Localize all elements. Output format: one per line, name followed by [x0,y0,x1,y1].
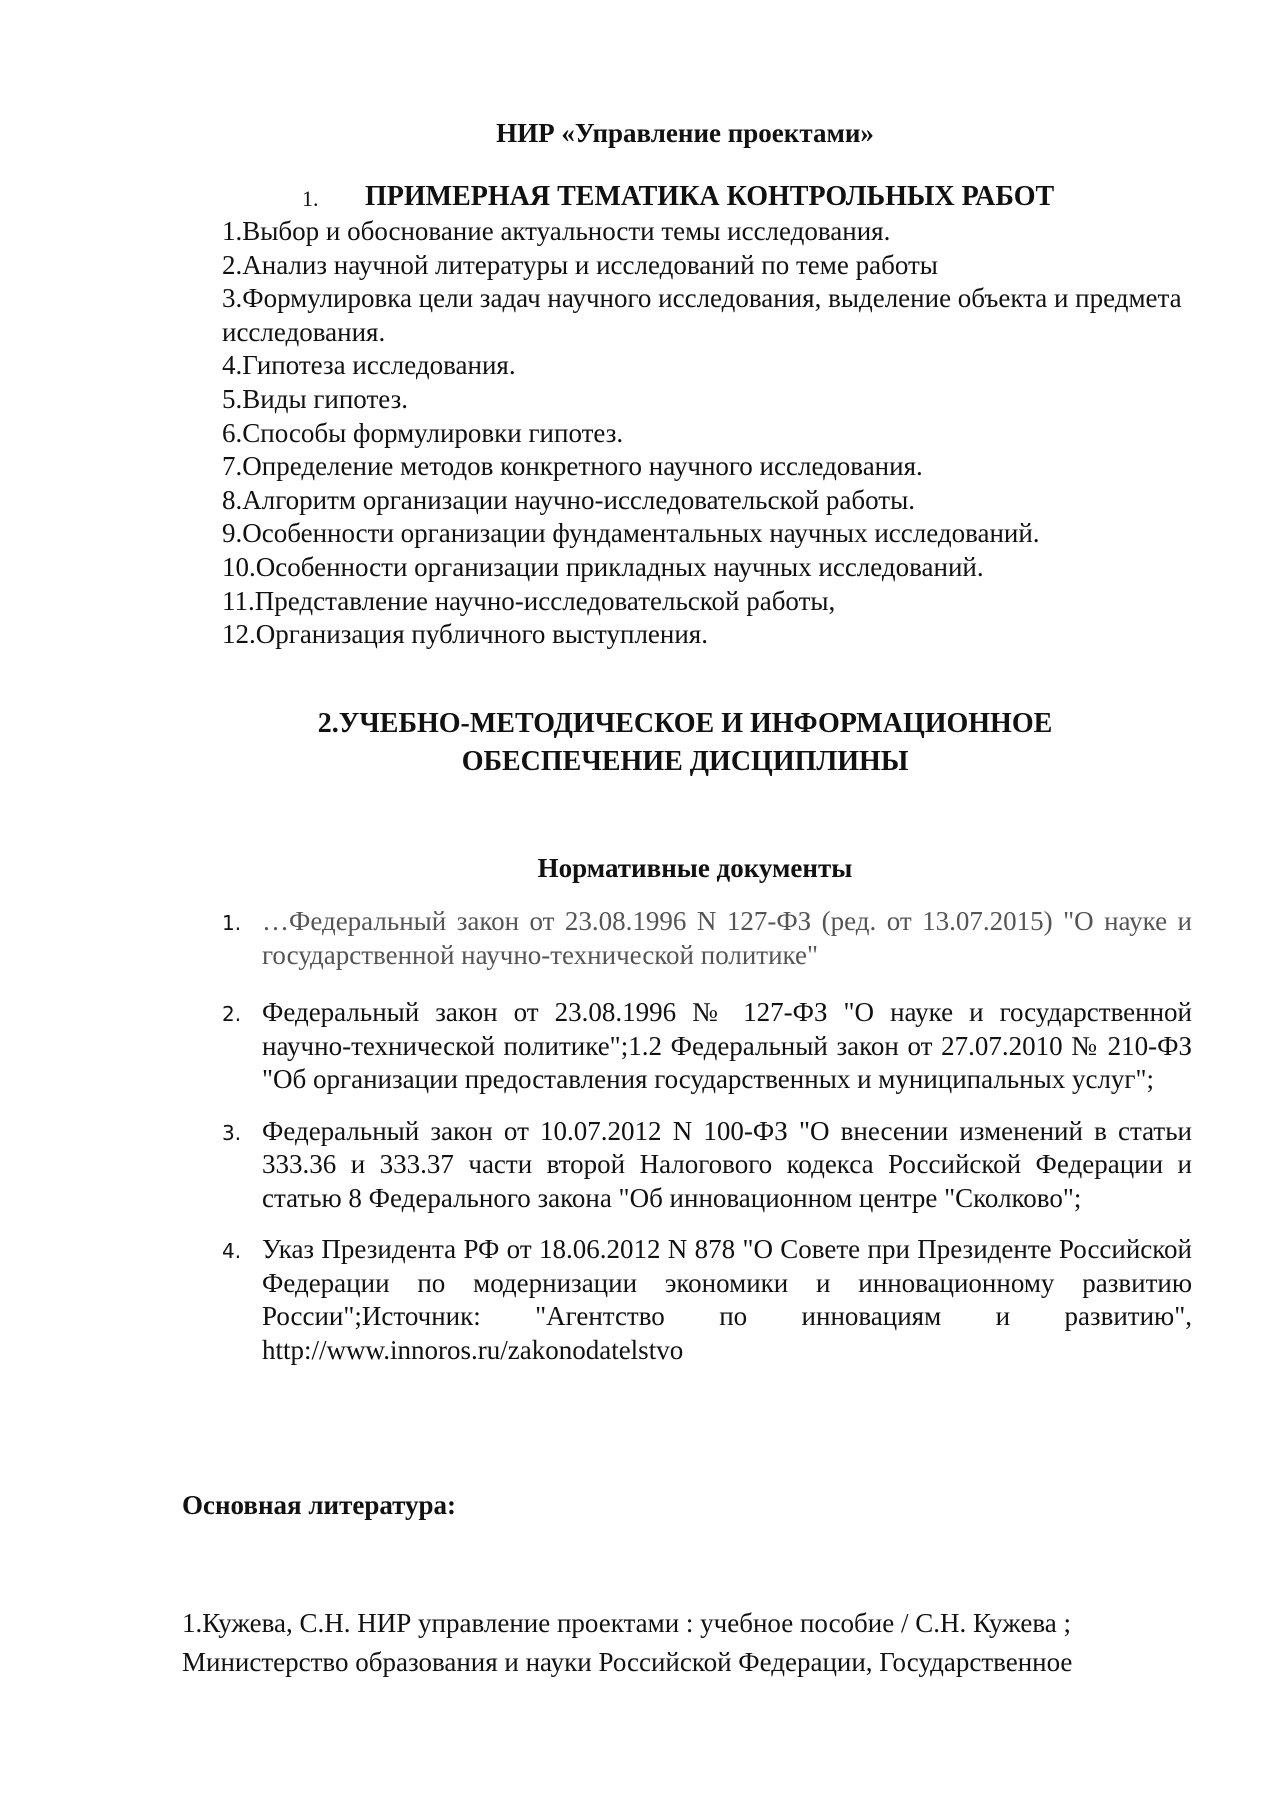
list-item: 1.Выбор и обоснование актуальности темы исследования. [222,216,891,246]
law-item [222,996,1192,1097]
list-item: 12.Организация публичного выступления. [222,619,708,650]
section-2-heading-line-1: 2.УЧЕБНО-МЕТОДИЧЕСКОЕ И ИНФОРМАЦИОННОЕ [317,708,1053,739]
law-item-text: …Федеральный закон от 23.08.1996 N 127-ФЗ (ред. от 13.07.2015) "О науке и государственной научно-технической политике" [262,906,1192,970]
document-title: НИР «Управление проектами» [496,118,874,148]
law-item-number: 3. [222,1120,242,1145]
section-2-heading [0,705,1280,781]
section-1-title: ПРИМЕРНАЯ ТЕМАТИКА КОНТРОЛЬНЫХ РАБОТ [365,181,1055,212]
list-item: 6.Способы формулировки гипотез. [222,417,624,448]
law-item-number: 4. [222,1239,242,1263]
list-item: 3.Формулировка цели задач научного исследования, выделение объекта и предмета исследования. [222,283,1182,347]
law-item-number: 1. [222,911,242,935]
law-item [222,1115,1192,1216]
law-item-number: 2. [222,1002,242,1026]
list-item: 9.Особенности организации фундаментальных научных исследований. [222,518,1040,549]
list-item: 4.Гипотеза исследования. [222,350,516,381]
normative-documents-list [222,905,1192,1385]
list-item: 8.Алгоритм организации научно-исследовательской работы. [222,484,915,515]
law-item [222,905,1192,972]
literature-line-2: Министерство образования и науки Российской Федерации, Государственное [182,1647,1073,1677]
literature-line-1: 1.Кужева, С.Н. НИР управление проектами : учебное пособие / С.Н. Кужева ; [182,1608,1072,1638]
law-item-text: Указ Президента РФ от 18.06.2012 N 878 "О Совете при Президенте Российской Федерации по модернизации экономики и инновационному развитию России";Источник: "Агентство по инновациям и развитию", http://www.innoros.ru/zakonodatelstvo [262,1234,1192,1365]
topics-list [222,215,1202,652]
law-item-text: Федеральный закон от 10.07.2012 N 100-ФЗ "О внесении изменений в статьи 333.36 и 333.37 части второй Налогового кодекса Российской Федерации и статью 8 Федерального закона "Об инновационном центре "Сколково"; [262,1115,1192,1213]
list-item: 10.Особенности организации прикладных научных исследований. [222,551,984,582]
list-item: 7.Определение методов конкретного научного исследования. [222,451,923,482]
main-literature-entry [182,1604,1202,1682]
law-item-text: Федеральный закон от 23.08.1996 № 127-ФЗ "О науке и государственной научно-технической политике";1.2 Федеральный закон от 27.07.2010 № 210-ФЗ "Об организации предоставления государственных и муниципальных услуг"; [262,997,1192,1094]
normative-documents-heading: Нормативные документы [537,853,853,883]
main-literature-heading: Основная литература: [182,1490,457,1520]
list-item: 11.Представление научно-исследовательской работы, [222,585,836,616]
law-item [222,1233,1192,1367]
list-item: 2.Анализ научной литературы и исследований по теме работы [222,249,938,280]
section-1-number: 1. [302,186,319,211]
section-2-heading-line-2: ОБЕСПЕЧЕНИЕ ДИСЦИПЛИНЫ [461,746,909,777]
list-item: 5.Виды гипотез. [222,383,408,414]
